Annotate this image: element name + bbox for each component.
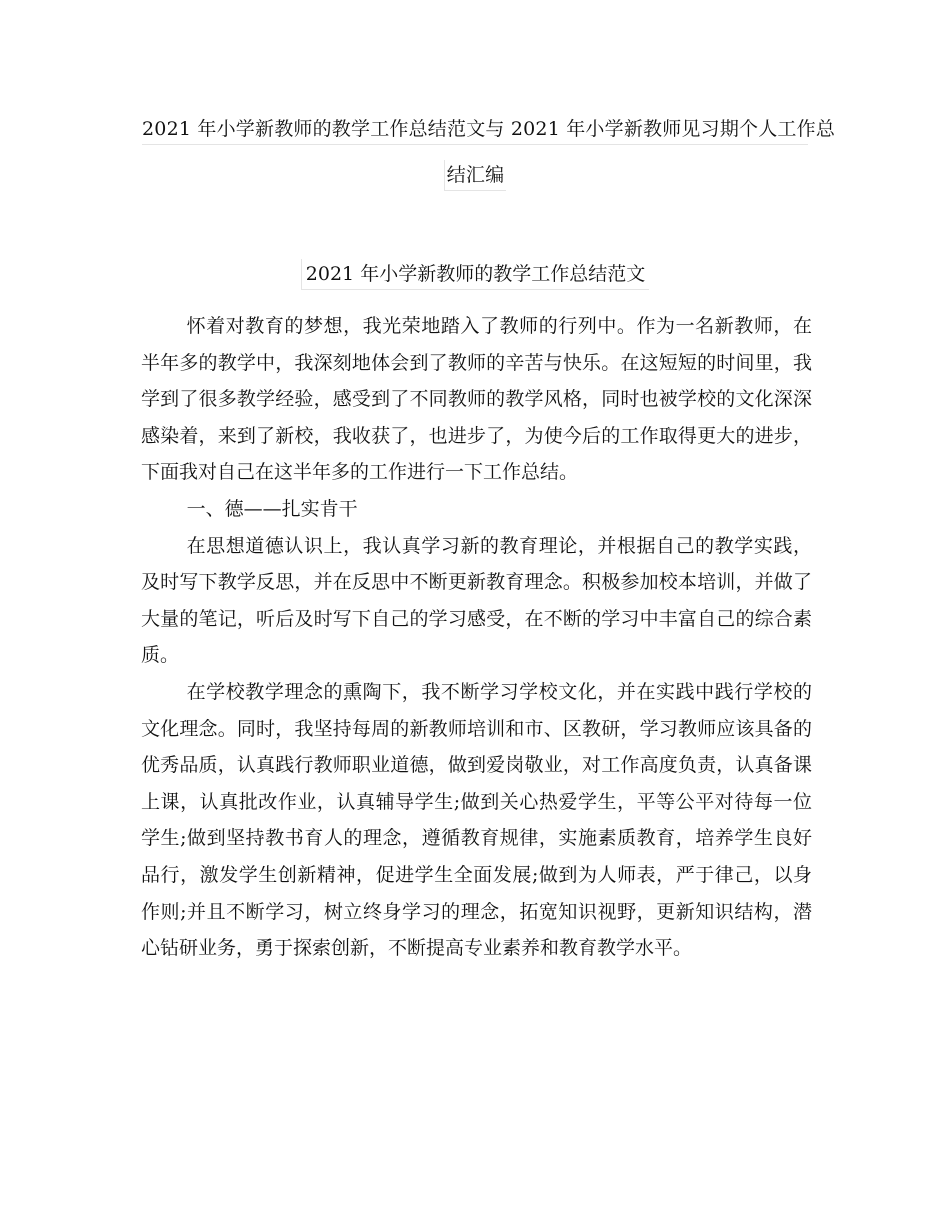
paragraph-school-culture: 在学校教学理念的熏陶下，我不断学习学校文化，并在实践中践行学校的文化理念。同时，我坚持每周的新教师培训和市、区教研，学习教师应该具备的优秀品质，认真践行教师职业道德，做到爱岗敬业，对工作高度负责，认真备课上课，认真批改作业，认真辅导学生;做到关心热爱学生，平等公平对待每一位学生;做到坚持教书育人的理念，遵循教育规律，实施素质教育，培养学生良好品行，激发学生创新精神，促进学生全面发展;做到为人师表，严于律己，以身作则;并且不断学习，树立终身学习的理念，拓宽知识视野，更新知识结构，潜心钻研业务，勇于探索创新，不断提高专业素养和教育教学水平。 (141, 680, 812, 960)
section-title-text: 2021 年小学新教师的教学工作总结范文 (301, 259, 649, 290)
paragraph-moral-awareness: 在思想道德认识上，我认真学习新的教育理论，并根据自己的教学实践，及时写下教学反思，并在反思中不断更新教育理念。积极参加校本培训，并做了大量的笔记，听后及时写下自己的学习感受，在不断的学习中丰富自己的综合素质。 (141, 534, 812, 667)
document-title-line-2-text: 结汇编 (444, 160, 507, 191)
section-title (0, 259, 950, 290)
section-heading-virtue: 一、德——扎实肯干 (186, 497, 358, 520)
document-title-line-2 (142, 160, 808, 191)
document-title-line-1: 2021 年小学新教师的教学工作总结范文与 2021 年小学新教师见习期个人工作总 (142, 114, 808, 145)
paragraph-intro: 怀着对教育的梦想，我光荣地踏入了教师的行列中。作为一名新教师，在半年多的教学中，我深刻地体会到了教师的辛苦与快乐。在这短短的时间里，我学到了很多教学经验，感受到了不同教师的教学风格，同时也被学校的文化深深感染着，来到了新校，我收获了，也进步了，为使今后的工作取得更大的进步，下面我对自己在这半年多的工作进行一下工作总结。 (141, 315, 812, 484)
document-body (141, 308, 812, 967)
